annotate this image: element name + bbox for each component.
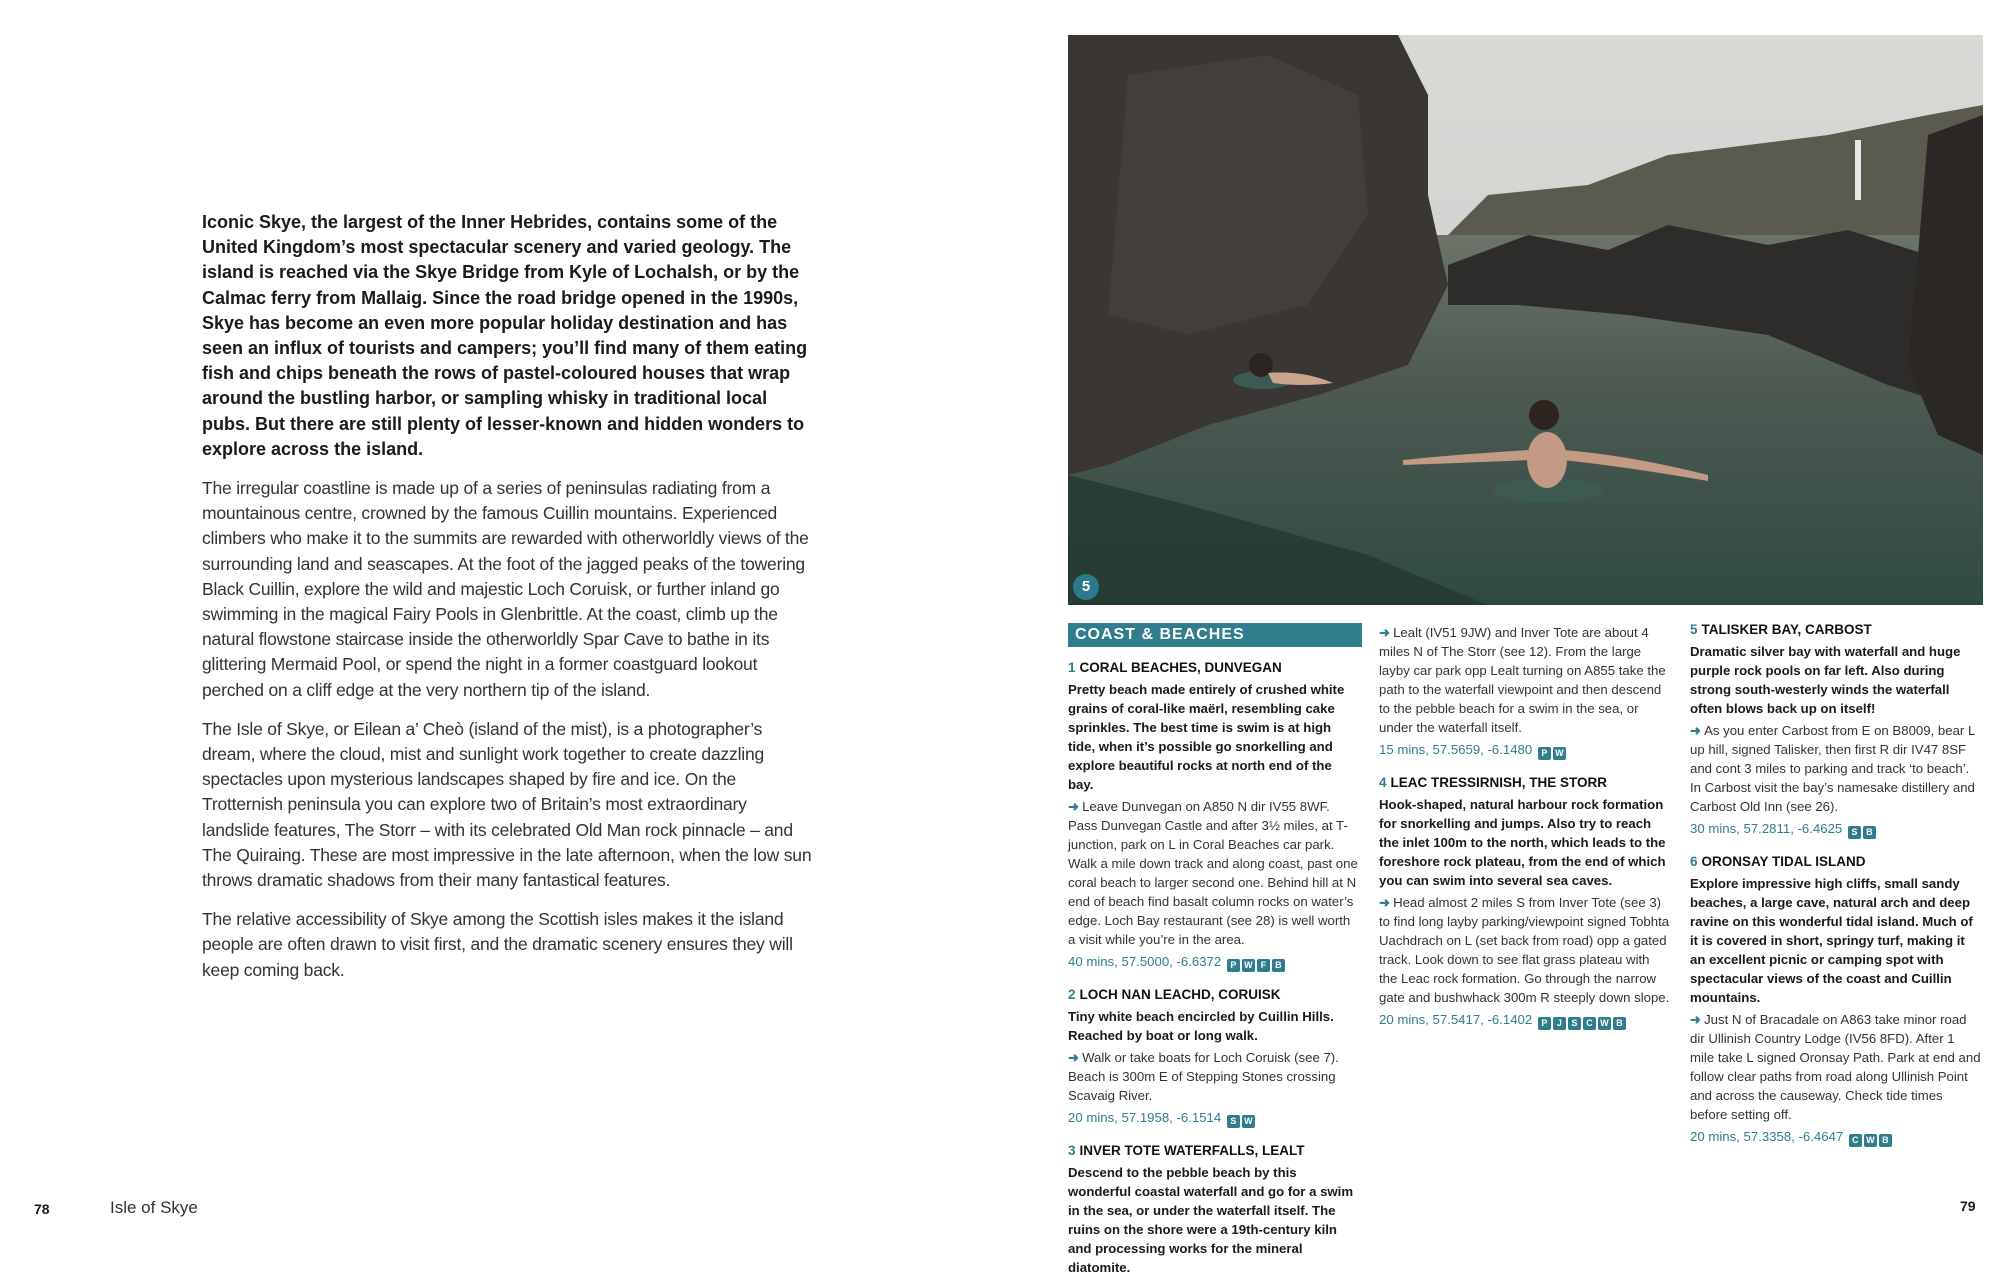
parking-icon: P [1538,747,1551,760]
entry-directions-text: As you enter Carbost from E on B8009, bear L up hill, signed Talisker, then first R dir IV47 8SF and cont 3 miles to parking and track ‘to beach’. In Carbost visit the bay’s namesake distillery and Carbost Old Inn (see 26). [1690,723,1975,814]
entry-directions-text: Just N of Bracadale on A863 take minor road dir Ullinish Country Lodge (IV56 8FD). After 1 mile take L signed Oronsay Path. Park at end and follow clear paths from road along Ullinish Point and across the causeway. Check tide times before setting off. [1690,1012,1981,1122]
entry-directions-text: Lealt (IV51 9JW) and Inver Tote are about 4 miles N of The Storr (see 12). From the large layby car park opp Lealt turning on A855 take the path to the waterfall viewpoint and then descend to the pebble beach for a swim in the sea, or under the waterfall itself. [1379,625,1666,735]
walk-icon: W [1553,747,1566,760]
parking-icon: P [1538,1017,1551,1030]
listing-entry [1379,773,1671,1031]
photo-number-badge: 5 [1073,574,1099,600]
cave-icon: C [1583,1017,1596,1030]
entry-description: Pretty beach made entirely of crushed white grains of coral-like maërl, resembling cake sprinkles. The best time is swim is at high tide, when it’s possible go snorkelling and explore beautiful rocks at north end of the bay. [1068,682,1345,792]
facility-icons [1225,1110,1255,1129]
jump-icon: J [1553,1017,1566,1030]
listing-entry [1690,852,1982,1148]
entry-title-text: LEAC TRESSIRNISH, THE STORR [1390,775,1608,790]
photo-illustration [1068,35,1983,605]
walk-icon: W [1242,959,1255,972]
entry-title-text: TALISKER BAY, CARBOST [1701,622,1872,637]
entry-title [1068,658,1360,677]
intro-text [202,210,812,997]
facility-icons [1846,821,1876,840]
arrow-icon: ➜ [1068,799,1080,814]
entry-meta [1379,740,1671,761]
intro-paragraph-3: The Isle of Skye, or Eilean a’ Cheò (island of the mist), is a photographer’s dream, where the cloud, mist and sunlight work together to create dazzling spectacles upon mysterious landscapes shaped by fire and ice. On the Trotternish peninsula you can explore two of Britain’s most extraordinary landslide features, The Storr – with its celebrated Old Man rock pinnacle – and The Quiraing. These are most impressive in the late afternoon, when the low sun throws dramatic shadows from their many fantastical features. [202,718,812,891]
entry-title-text: INVER TOTE WATERFALLS, LEALT [1079,1143,1305,1158]
swimmers-rock-pool-photo [1068,35,1983,605]
intro-lead-paragraph: Iconic Skye, the largest of the Inner Hebrides, contains some of the United Kingdom’s most spectacular scenery and varied geology. The island is reached via the Skye Bridge from Kyle of Lochalsh, or by the Calmac ferry from Mallaig. Since the road bridge opened in the 1990s, Skye has become an even more popular holiday destination and has seen an influx of tourists and campers; you’ll find many of them eating fish and chips beneath the rows of pastel-coloured houses that wrap around the bustling harbor, or sampling whisky in traditional local pubs. But there are still plenty of lesser-known and hidden wonders to explore across the island. [202,212,808,459]
listing-entry [1690,620,1982,840]
facility-icons [1536,742,1566,761]
beach-icon: B [1613,1017,1626,1030]
left-page-running-title: Isle of Skye [110,1198,198,1217]
cave-icon: C [1849,1134,1862,1147]
beach-icon: B [1879,1134,1892,1147]
entry-number: 2 [1068,987,1076,1002]
walk-icon: W [1864,1134,1877,1147]
entry-number: 4 [1379,775,1387,790]
entry-title [1690,852,1982,871]
entry-number: 5 [1690,622,1698,637]
listing-entry [1068,658,1360,973]
entry-meta-text: 20 mins, 57.1958, -6.1514 [1068,1110,1222,1125]
entry-description: Hook-shaped, natural harbour rock formation for snorkelling and jumps. Also try to reach the inlet 100m to the north, which leads to the foreshore rock plateau, from the end of which you can swim into several sea caves. [1379,797,1666,888]
beach-icon: B [1272,959,1285,972]
arrow-icon: ➜ [1379,895,1391,910]
arrow-icon: ➜ [1379,625,1391,640]
entry-title [1379,773,1671,792]
listing-entry [1068,985,1360,1129]
entry-number: 3 [1068,1143,1076,1158]
entry-title-text: LOCH NAN LEACHD, CORUISK [1079,987,1281,1002]
listing-entry [1379,623,1671,761]
facility-icons [1847,1129,1892,1148]
entry-meta-text: 15 mins, 57.5659, -6.1480 [1379,742,1533,757]
entry-meta [1690,1127,1982,1148]
entry-title-text: CORAL BEACHES, DUNVEGAN [1079,660,1282,675]
entry-description: Explore impressive high cliffs, small sandy beaches, a large cave, natural arch and deep ravine on this wonderful tidal island. Much of it is covered in short, springy turf, making it an excellent picnic or camping spot with spectacular views of the coast and Cuillin mountains. [1690,876,1973,1005]
entry-directions [1068,797,1360,949]
entry-description: Tiny white beach encircled by Cuillin Hills. Reached by boat or long walk. [1068,1009,1334,1043]
beach-icon: B [1863,826,1876,839]
swim-icon: S [1568,1017,1581,1030]
left-page-number: 78 [34,1201,50,1217]
entry-description: Dramatic silver bay with waterfall and huge purple rock pools on far left. Also during strong south-westerly winds the waterfall often blows back up on itself! [1690,644,1961,716]
swim-icon: S [1848,826,1861,839]
entry-number: 1 [1068,660,1076,675]
entry-directions [1379,623,1671,737]
entry-title [1068,985,1360,1004]
listing-column-1 [1068,658,1360,1275]
listing-column-2 [1379,620,1671,1043]
swim-icon: S [1227,1115,1240,1128]
right-page-number: 79 [1960,1198,1976,1214]
section-title: COAST & BEACHES [1068,623,1362,647]
entry-directions-text: Leave Dunvegan on A850 N dir IV55 8WF. Pass Dunvegan Castle and after 3½ miles, at T-junction, park on L in Coral Beaches car park. Walk a mile down track and along coast, past one coral beach to larger second one. Behind hill at N end of beach find basalt column rocks on water’s edge. Loch Bay restaurant (see 28) is well worth a visit while you’re in the area. [1068,799,1358,947]
entry-directions-text: Walk or take boats for Loch Coruisk (see 7). Beach is 300m E of Stepping Stones crossing Scavaig River. [1068,1050,1339,1103]
walk-icon: W [1242,1115,1255,1128]
listing-column-3 [1690,620,1982,1160]
food-icon: F [1257,959,1270,972]
arrow-icon: ➜ [1690,1012,1702,1027]
entry-meta-text: 30 mins, 57.2811, -6.4625 [1690,821,1843,836]
entry-directions [1690,721,1982,816]
entry-meta [1379,1010,1671,1031]
entry-meta [1690,819,1982,840]
facility-icons [1536,1012,1626,1031]
walk-icon: W [1598,1017,1611,1030]
intro-paragraph-4: The relative accessibility of Skye among the Scottish isles makes it the island people are often drawn to visit first, and the dramatic scenery ensures they will keep coming back. [202,909,793,980]
entry-meta-text: 20 mins, 57.3358, -6.4647 [1690,1129,1844,1144]
entry-directions [1690,1010,1982,1124]
entry-title [1690,620,1982,639]
entry-directions [1068,1048,1360,1105]
arrow-icon: ➜ [1690,723,1702,738]
entry-directions [1379,893,1671,1007]
listing-entry [1068,1141,1360,1275]
entry-meta [1068,1108,1360,1129]
entry-title [1068,1141,1360,1160]
intro-paragraph-2: The irregular coastline is made up of a series of peninsulas radiating from a mountainous centre, crowned by the famous Cuillin mountains. Experienced climbers who make it to the summits are rewarded with otherworldly views of the surrounding land and seascapes. At the foot of the jagged peaks of the towering Black Cuillin, explore the wild and majestic Loch Coruisk, or further inland go swimming in the magical Fairy Pools in Glenbrittle. At the coast, climb up the natural flowstone staircase inside the otherworldly Spar Cave to bathe in its glittering Mermaid Pool, or spend the night in a former coastguard lookout perched on a cliff edge at the very northern tip of the island. [202,478,809,700]
entry-meta-text: 20 mins, 57.5417, -6.1402 [1379,1012,1533,1027]
arrow-icon: ➜ [1068,1050,1080,1065]
entry-title-text: ORONSAY TIDAL ISLAND [1701,854,1866,869]
parking-icon: P [1227,959,1240,972]
entry-meta-text: 40 mins, 57.5000, -6.6372 [1068,954,1222,969]
entry-meta [1068,952,1360,973]
facility-icons [1225,954,1285,973]
entry-number: 6 [1690,854,1698,869]
entry-description: Descend to the pebble beach by this wonderful coastal waterfall and go for a swim in the sea, or under the waterfall itself. The ruins on the shore were a 19th-century kiln and processing works for the mineral diatomite. [1068,1165,1354,1275]
entry-directions-text: Head almost 2 miles S from Inver Tote (see 3) to find long layby parking/viewpoint signed Tobhta Uachdrach on L (set back from road) opp a gated track. Look down to see flat grass plateau with the Leac rock formation. Go through the narrow gate and bushwhack 300m R steeply down slope. [1379,895,1670,1005]
